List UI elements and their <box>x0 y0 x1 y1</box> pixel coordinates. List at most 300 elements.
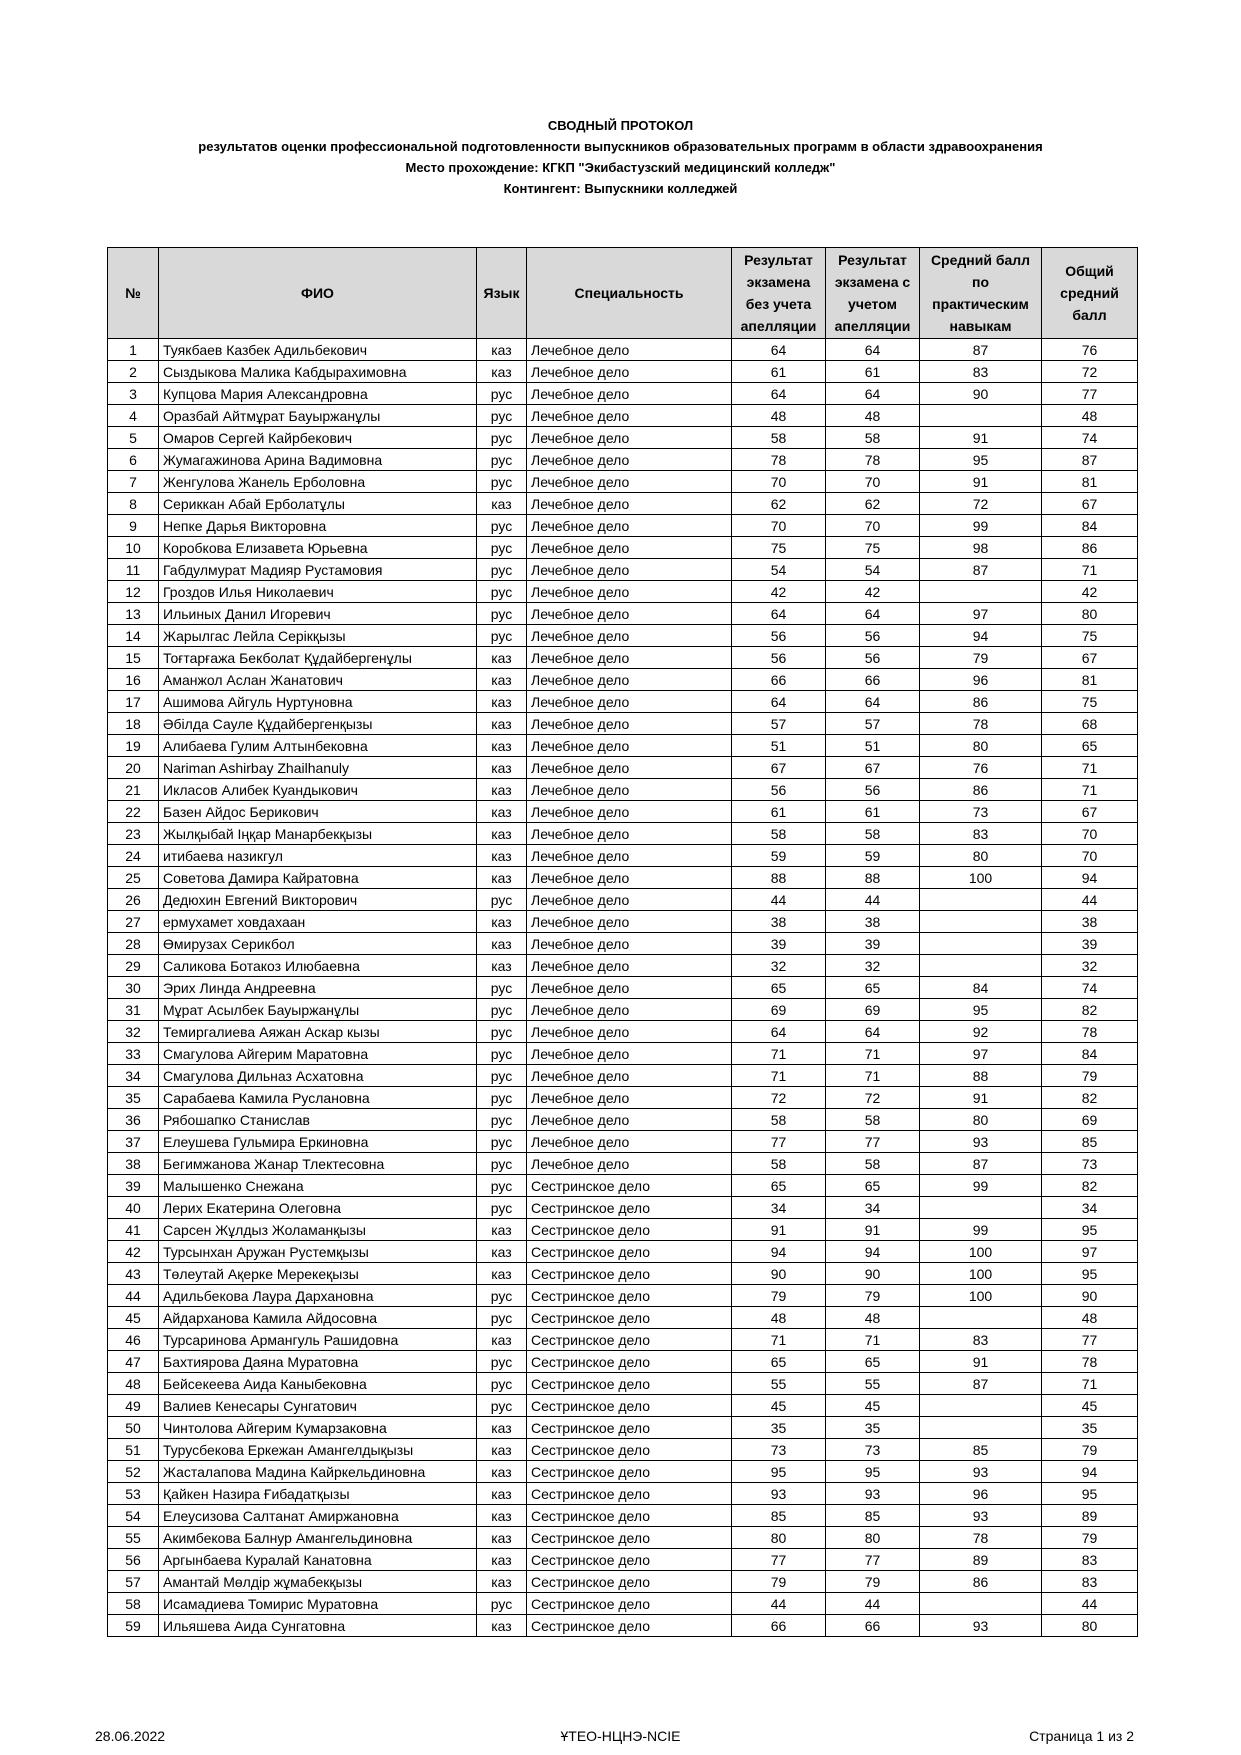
cell-number: 30 <box>108 977 159 999</box>
cell-specialty: Лечебное дело <box>527 537 732 559</box>
cell-overall-average: 94 <box>1042 867 1138 889</box>
cell-exam-before-appeal: 88 <box>732 867 826 889</box>
table-row <box>108 955 1138 977</box>
table-row <box>108 1087 1138 1109</box>
cell-exam-after-appeal: 71 <box>826 1329 920 1351</box>
cell-overall-average: 83 <box>1042 1571 1138 1593</box>
cell-practical-skills <box>920 405 1042 427</box>
cell-number: 34 <box>108 1065 159 1087</box>
cell-exam-after-appeal: 64 <box>826 383 920 405</box>
cell-overall-average: 34 <box>1042 1197 1138 1219</box>
cell-number: 38 <box>108 1153 159 1175</box>
cell-overall-average: 95 <box>1042 1483 1138 1505</box>
cell-name: Женгулова Жанель Ерболовна <box>159 471 477 493</box>
cell-practical-skills: 89 <box>920 1549 1042 1571</box>
cell-practical-skills: 97 <box>920 1043 1042 1065</box>
cell-exam-after-appeal: 58 <box>826 823 920 845</box>
cell-practical-skills: 91 <box>920 1087 1042 1109</box>
cell-exam-before-appeal: 66 <box>732 669 826 691</box>
table-row <box>108 801 1138 823</box>
cell-exam-after-appeal: 61 <box>826 801 920 823</box>
cell-number: 39 <box>108 1175 159 1197</box>
table-row <box>108 735 1138 757</box>
cell-number: 18 <box>108 713 159 735</box>
cell-overall-average: 67 <box>1042 493 1138 515</box>
cell-name: Лерих Екатерина Олеговна <box>159 1197 477 1219</box>
cell-exam-after-appeal: 73 <box>826 1439 920 1461</box>
cell-specialty: Лечебное дело <box>527 559 732 581</box>
cell-name: Жарылгас Лейла Серікқызы <box>159 625 477 647</box>
cell-exam-after-appeal: 88 <box>826 867 920 889</box>
cell-exam-after-appeal: 78 <box>826 449 920 471</box>
cell-overall-average: 85 <box>1042 1131 1138 1153</box>
column-header-practical-skills: Средний балл по практическим навыкам <box>920 248 1042 339</box>
cell-practical-skills <box>920 1593 1042 1615</box>
cell-exam-before-appeal: 42 <box>732 581 826 603</box>
cell-exam-before-appeal: 71 <box>732 1043 826 1065</box>
cell-language: каз <box>477 493 527 515</box>
cell-number: 59 <box>108 1615 159 1637</box>
cell-number: 9 <box>108 515 159 537</box>
cell-exam-after-appeal: 58 <box>826 427 920 449</box>
cell-name: Ашимова Айгуль Нуртуновна <box>159 691 477 713</box>
cell-exam-before-appeal: 58 <box>732 427 826 449</box>
cell-specialty: Сестринское дело <box>527 1285 732 1307</box>
cell-exam-before-appeal: 61 <box>732 801 826 823</box>
cell-name: Сыздыкова Малика Кабдырахимовна <box>159 361 477 383</box>
cell-practical-skills: 72 <box>920 493 1042 515</box>
cell-exam-before-appeal: 85 <box>732 1505 826 1527</box>
cell-exam-after-appeal: 54 <box>826 559 920 581</box>
cell-language: каз <box>477 1417 527 1439</box>
cell-overall-average: 78 <box>1042 1021 1138 1043</box>
cell-specialty: Сестринское дело <box>527 1351 732 1373</box>
cell-exam-after-appeal: 35 <box>826 1417 920 1439</box>
cell-number: 17 <box>108 691 159 713</box>
table-row <box>108 581 1138 603</box>
cell-name: Амантай Мөлдір жұмабекқызы <box>159 1571 477 1593</box>
cell-exam-before-appeal: 93 <box>732 1483 826 1505</box>
cell-overall-average: 81 <box>1042 669 1138 691</box>
cell-specialty: Лечебное дело <box>527 427 732 449</box>
cell-number: 2 <box>108 361 159 383</box>
cell-overall-average: 71 <box>1042 757 1138 779</box>
cell-name: Смагулова Айгерим Маратовна <box>159 1043 477 1065</box>
cell-practical-skills: 96 <box>920 669 1042 691</box>
cell-specialty: Лечебное дело <box>527 603 732 625</box>
cell-exam-after-appeal: 64 <box>826 339 920 361</box>
cell-practical-skills: 90 <box>920 383 1042 405</box>
cell-name: Аманжол Аслан Жанатович <box>159 669 477 691</box>
cell-name: Тоғтарғажа Бекболат Құдайбергенұлы <box>159 647 477 669</box>
cell-language: каз <box>477 955 527 977</box>
cell-exam-before-appeal: 77 <box>732 1549 826 1571</box>
cell-practical-skills: 76 <box>920 757 1042 779</box>
cell-exam-after-appeal: 94 <box>826 1241 920 1263</box>
cell-specialty: Лечебное дело <box>527 1087 732 1109</box>
cell-exam-after-appeal: 79 <box>826 1285 920 1307</box>
cell-practical-skills: 93 <box>920 1131 1042 1153</box>
cell-exam-before-appeal: 65 <box>732 1351 826 1373</box>
table-row <box>108 405 1138 427</box>
table-row <box>108 625 1138 647</box>
cell-number: 35 <box>108 1087 159 1109</box>
cell-name: Коробкова Елизавета Юрьевна <box>159 537 477 559</box>
cell-specialty: Сестринское дело <box>527 1527 732 1549</box>
cell-name: ермухамет ховдахаан <box>159 911 477 933</box>
cell-number: 11 <box>108 559 159 581</box>
cell-exam-after-appeal: 66 <box>826 669 920 691</box>
table-row <box>108 1395 1138 1417</box>
cell-name: Қайкен Назира Ғибадатқызы <box>159 1483 477 1505</box>
cell-exam-before-appeal: 58 <box>732 1153 826 1175</box>
contingent-line: Контингент: Выпускники колледжей <box>503 181 738 196</box>
cell-number: 3 <box>108 383 159 405</box>
cell-language: рус <box>477 383 527 405</box>
cell-language: каз <box>477 691 527 713</box>
cell-overall-average: 70 <box>1042 823 1138 845</box>
cell-exam-before-appeal: 79 <box>732 1571 826 1593</box>
cell-name: Жасталапова Мадина Кайркельдиновна <box>159 1461 477 1483</box>
cell-specialty: Лечебное дело <box>527 383 732 405</box>
cell-overall-average: 89 <box>1042 1505 1138 1527</box>
cell-exam-before-appeal: 64 <box>732 603 826 625</box>
cell-name: Бегимжанова Жанар Тлектесовна <box>159 1153 477 1175</box>
cell-name: Турсаринова Армангуль Рашидовна <box>159 1329 477 1351</box>
cell-number: 12 <box>108 581 159 603</box>
cell-exam-after-appeal: 51 <box>826 735 920 757</box>
cell-exam-after-appeal: 93 <box>826 1483 920 1505</box>
cell-specialty: Сестринское дело <box>527 1395 732 1417</box>
cell-practical-skills: 86 <box>920 1571 1042 1593</box>
results-table <box>107 247 1138 1637</box>
cell-exam-before-appeal: 69 <box>732 999 826 1021</box>
cell-overall-average: 69 <box>1042 1109 1138 1131</box>
cell-number: 23 <box>108 823 159 845</box>
cell-name: Алибаева Гулим Алтынбековна <box>159 735 477 757</box>
table-row <box>108 471 1138 493</box>
table-row <box>108 1219 1138 1241</box>
cell-practical-skills <box>920 955 1042 977</box>
table-row <box>108 383 1138 405</box>
cell-number: 28 <box>108 933 159 955</box>
table-row <box>108 1175 1138 1197</box>
table-row <box>108 713 1138 735</box>
cell-name: Адильбекова Лаура Дархановна <box>159 1285 477 1307</box>
cell-name: Әбілда Сауле Құдайбергенқызы <box>159 713 477 735</box>
cell-specialty: Сестринское дело <box>527 1571 732 1593</box>
cell-name: Туякбаев Казбек Адильбекович <box>159 339 477 361</box>
footer-code: ҰТЕО-НЦНЭ-NCIE <box>560 1728 681 1744</box>
cell-exam-after-appeal: 77 <box>826 1549 920 1571</box>
cell-specialty: Лечебное дело <box>527 713 732 735</box>
cell-specialty: Сестринское дело <box>527 1307 732 1329</box>
cell-specialty: Лечебное дело <box>527 691 732 713</box>
cell-specialty: Лечебное дело <box>527 1153 732 1175</box>
cell-language: рус <box>477 1175 527 1197</box>
cell-specialty: Лечебное дело <box>527 845 732 867</box>
table-body <box>108 339 1138 1637</box>
cell-number: 5 <box>108 427 159 449</box>
cell-exam-before-appeal: 77 <box>732 1131 826 1153</box>
cell-number: 51 <box>108 1439 159 1461</box>
cell-language: рус <box>477 1197 527 1219</box>
document-subtitle: результатов оценки профессиональной подготовленности выпускников образовательных программ в области здравоохранения <box>198 139 1043 154</box>
cell-name: Малышенко Снежана <box>159 1175 477 1197</box>
cell-exam-after-appeal: 44 <box>826 1593 920 1615</box>
cell-exam-after-appeal: 64 <box>826 603 920 625</box>
table-row <box>108 1021 1138 1043</box>
cell-number: 15 <box>108 647 159 669</box>
cell-language: рус <box>477 537 527 559</box>
table-row <box>108 1065 1138 1087</box>
cell-language: каз <box>477 757 527 779</box>
table-row <box>108 339 1138 361</box>
cell-specialty: Сестринское дело <box>527 1615 732 1637</box>
cell-language: каз <box>477 1527 527 1549</box>
cell-exam-after-appeal: 65 <box>826 1351 920 1373</box>
cell-number: 19 <box>108 735 159 757</box>
cell-name: Дедюхин Евгений Викторович <box>159 889 477 911</box>
cell-practical-skills: 80 <box>920 845 1042 867</box>
table-row <box>108 1329 1138 1351</box>
cell-language: рус <box>477 1109 527 1131</box>
cell-number: 44 <box>108 1285 159 1307</box>
cell-number: 27 <box>108 911 159 933</box>
cell-overall-average: 75 <box>1042 691 1138 713</box>
cell-name: Жумагажинова Арина Вадимовна <box>159 449 477 471</box>
cell-practical-skills: 100 <box>920 1263 1042 1285</box>
cell-practical-skills: 83 <box>920 823 1042 845</box>
cell-exam-before-appeal: 94 <box>732 1241 826 1263</box>
cell-exam-before-appeal: 67 <box>732 757 826 779</box>
cell-number: 55 <box>108 1527 159 1549</box>
cell-name: Базен Айдос Берикович <box>159 801 477 823</box>
cell-number: 16 <box>108 669 159 691</box>
cell-overall-average: 90 <box>1042 1285 1138 1307</box>
cell-exam-after-appeal: 71 <box>826 1043 920 1065</box>
cell-specialty: Лечебное дело <box>527 889 732 911</box>
cell-overall-average: 84 <box>1042 1043 1138 1065</box>
cell-exam-after-appeal: 61 <box>826 361 920 383</box>
cell-name: Сарсен Жұлдыз Жоламанқызы <box>159 1219 477 1241</box>
cell-specialty: Лечебное дело <box>527 779 732 801</box>
cell-exam-before-appeal: 58 <box>732 823 826 845</box>
cell-overall-average: 94 <box>1042 1461 1138 1483</box>
cell-language: каз <box>477 1241 527 1263</box>
cell-language: рус <box>477 515 527 537</box>
cell-exam-before-appeal: 56 <box>732 779 826 801</box>
cell-overall-average: 80 <box>1042 1615 1138 1637</box>
cell-overall-average: 95 <box>1042 1263 1138 1285</box>
cell-language: каз <box>477 801 527 823</box>
cell-name: Төлеутай Ақерке Мерекеқызы <box>159 1263 477 1285</box>
cell-specialty: Сестринское дело <box>527 1329 732 1351</box>
cell-overall-average: 71 <box>1042 559 1138 581</box>
cell-exam-before-appeal: 66 <box>732 1615 826 1637</box>
cell-language: рус <box>477 1285 527 1307</box>
cell-practical-skills: 91 <box>920 427 1042 449</box>
cell-overall-average: 81 <box>1042 471 1138 493</box>
cell-name: Сарабаева Камила Руслановна <box>159 1087 477 1109</box>
cell-exam-before-appeal: 75 <box>732 537 826 559</box>
cell-exam-after-appeal: 70 <box>826 471 920 493</box>
cell-language: рус <box>477 471 527 493</box>
cell-exam-before-appeal: 56 <box>732 647 826 669</box>
cell-exam-before-appeal: 64 <box>732 383 826 405</box>
cell-language: каз <box>477 911 527 933</box>
cell-name: Смагулова Дильназ Асхатовна <box>159 1065 477 1087</box>
cell-name: Икласов Алибек Куандыкович <box>159 779 477 801</box>
cell-number: 31 <box>108 999 159 1021</box>
cell-specialty: Сестринское дело <box>527 1241 732 1263</box>
cell-specialty: Сестринское дело <box>527 1549 732 1571</box>
cell-practical-skills: 88 <box>920 1065 1042 1087</box>
cell-exam-before-appeal: 80 <box>732 1527 826 1549</box>
cell-practical-skills: 92 <box>920 1021 1042 1043</box>
cell-practical-skills: 86 <box>920 779 1042 801</box>
cell-exam-before-appeal: 70 <box>732 515 826 537</box>
column-header-specialty: Специальность <box>527 248 732 339</box>
table-row <box>108 779 1138 801</box>
cell-language: рус <box>477 1307 527 1329</box>
cell-exam-before-appeal: 56 <box>732 625 826 647</box>
column-header-name: ФИО <box>159 248 477 339</box>
column-header-exam-after-appeal: Результат экзамена с учетом апелляции <box>826 248 920 339</box>
table-row <box>108 537 1138 559</box>
cell-language: рус <box>477 1065 527 1087</box>
table-row <box>108 361 1138 383</box>
cell-name: Непке Дарья Викторовна <box>159 515 477 537</box>
cell-language: каз <box>477 1219 527 1241</box>
table-row <box>108 757 1138 779</box>
cell-number: 29 <box>108 955 159 977</box>
cell-exam-after-appeal: 67 <box>826 757 920 779</box>
cell-exam-after-appeal: 65 <box>826 977 920 999</box>
cell-exam-after-appeal: 75 <box>826 537 920 559</box>
cell-name: Темиргалиева Аяжан Аскар кызы <box>159 1021 477 1043</box>
cell-exam-after-appeal: 64 <box>826 1021 920 1043</box>
cell-specialty: Лечебное дело <box>527 757 732 779</box>
table-row <box>108 1483 1138 1505</box>
cell-overall-average: 65 <box>1042 735 1138 757</box>
table-row <box>108 1197 1138 1219</box>
cell-exam-after-appeal: 80 <box>826 1527 920 1549</box>
cell-specialty: Сестринское дело <box>527 1373 732 1395</box>
cell-exam-before-appeal: 45 <box>732 1395 826 1417</box>
cell-number: 22 <box>108 801 159 823</box>
cell-practical-skills: 100 <box>920 1241 1042 1263</box>
cell-overall-average: 45 <box>1042 1395 1138 1417</box>
cell-language: каз <box>477 1461 527 1483</box>
cell-overall-average: 82 <box>1042 1087 1138 1109</box>
cell-specialty: Сестринское дело <box>527 1593 732 1615</box>
cell-number: 32 <box>108 1021 159 1043</box>
cell-number: 47 <box>108 1351 159 1373</box>
cell-number: 36 <box>108 1109 159 1131</box>
cell-name: Өмирузах Серикбол <box>159 933 477 955</box>
cell-language: рус <box>477 559 527 581</box>
cell-exam-after-appeal: 77 <box>826 1131 920 1153</box>
column-header-overall-average: Общий средний балл <box>1042 248 1138 339</box>
cell-name: Мұрат Асылбек Бауыржанұлы <box>159 999 477 1021</box>
cell-language: рус <box>477 1021 527 1043</box>
cell-practical-skills: 80 <box>920 735 1042 757</box>
cell-exam-before-appeal: 70 <box>732 471 826 493</box>
column-header-language: Язык <box>477 248 527 339</box>
cell-exam-before-appeal: 65 <box>732 977 826 999</box>
table-row <box>108 449 1138 471</box>
cell-exam-after-appeal: 56 <box>826 779 920 801</box>
table-row <box>108 1527 1138 1549</box>
cell-overall-average: 80 <box>1042 603 1138 625</box>
table-row <box>108 493 1138 515</box>
cell-practical-skills: 79 <box>920 647 1042 669</box>
cell-exam-before-appeal: 44 <box>732 1593 826 1615</box>
cell-exam-after-appeal: 65 <box>826 1175 920 1197</box>
cell-language: каз <box>477 933 527 955</box>
cell-exam-before-appeal: 90 <box>732 1263 826 1285</box>
cell-name: Акимбекова Балнур Амангельдиновна <box>159 1527 477 1549</box>
cell-overall-average: 79 <box>1042 1527 1138 1549</box>
cell-exam-before-appeal: 58 <box>732 1109 826 1131</box>
cell-overall-average: 48 <box>1042 1307 1138 1329</box>
cell-overall-average: 71 <box>1042 779 1138 801</box>
cell-overall-average: 74 <box>1042 427 1138 449</box>
cell-number: 54 <box>108 1505 159 1527</box>
cell-number: 48 <box>108 1373 159 1395</box>
cell-language: каз <box>477 669 527 691</box>
cell-overall-average: 84 <box>1042 515 1138 537</box>
cell-number: 53 <box>108 1483 159 1505</box>
cell-name: Купцова Мария Александровна <box>159 383 477 405</box>
cell-overall-average: 77 <box>1042 383 1138 405</box>
cell-language: каз <box>477 339 527 361</box>
cell-specialty: Лечебное дело <box>527 911 732 933</box>
cell-exam-after-appeal: 72 <box>826 1087 920 1109</box>
cell-practical-skills: 93 <box>920 1461 1042 1483</box>
cell-number: 7 <box>108 471 159 493</box>
cell-number: 40 <box>108 1197 159 1219</box>
cell-practical-skills: 91 <box>920 1351 1042 1373</box>
cell-overall-average: 83 <box>1042 1549 1138 1571</box>
cell-specialty: Сестринское дело <box>527 1219 732 1241</box>
cell-exam-after-appeal: 55 <box>826 1373 920 1395</box>
cell-name: Валиев Кенесары Сунгатович <box>159 1395 477 1417</box>
cell-number: 8 <box>108 493 159 515</box>
cell-exam-before-appeal: 91 <box>732 1219 826 1241</box>
cell-number: 43 <box>108 1263 159 1285</box>
cell-language: каз <box>477 1505 527 1527</box>
cell-overall-average: 44 <box>1042 1593 1138 1615</box>
cell-language: каз <box>477 823 527 845</box>
cell-specialty: Лечебное дело <box>527 999 732 1021</box>
column-header-number: № <box>108 248 159 339</box>
cell-practical-skills <box>920 581 1042 603</box>
cell-overall-average: 32 <box>1042 955 1138 977</box>
cell-name: Турсынхан Аружан Рустемқызы <box>159 1241 477 1263</box>
cell-overall-average: 78 <box>1042 1351 1138 1373</box>
cell-language: каз <box>477 1263 527 1285</box>
table-row <box>108 669 1138 691</box>
cell-name: Исамадиева Томирис Муратовна <box>159 1593 477 1615</box>
cell-specialty: Лечебное дело <box>527 471 732 493</box>
table-row <box>108 515 1138 537</box>
cell-language: рус <box>477 1087 527 1109</box>
cell-exam-before-appeal: 64 <box>732 691 826 713</box>
cell-name: Турусбекова Еркежан Амангелдықызы <box>159 1439 477 1461</box>
table-row <box>108 1285 1138 1307</box>
